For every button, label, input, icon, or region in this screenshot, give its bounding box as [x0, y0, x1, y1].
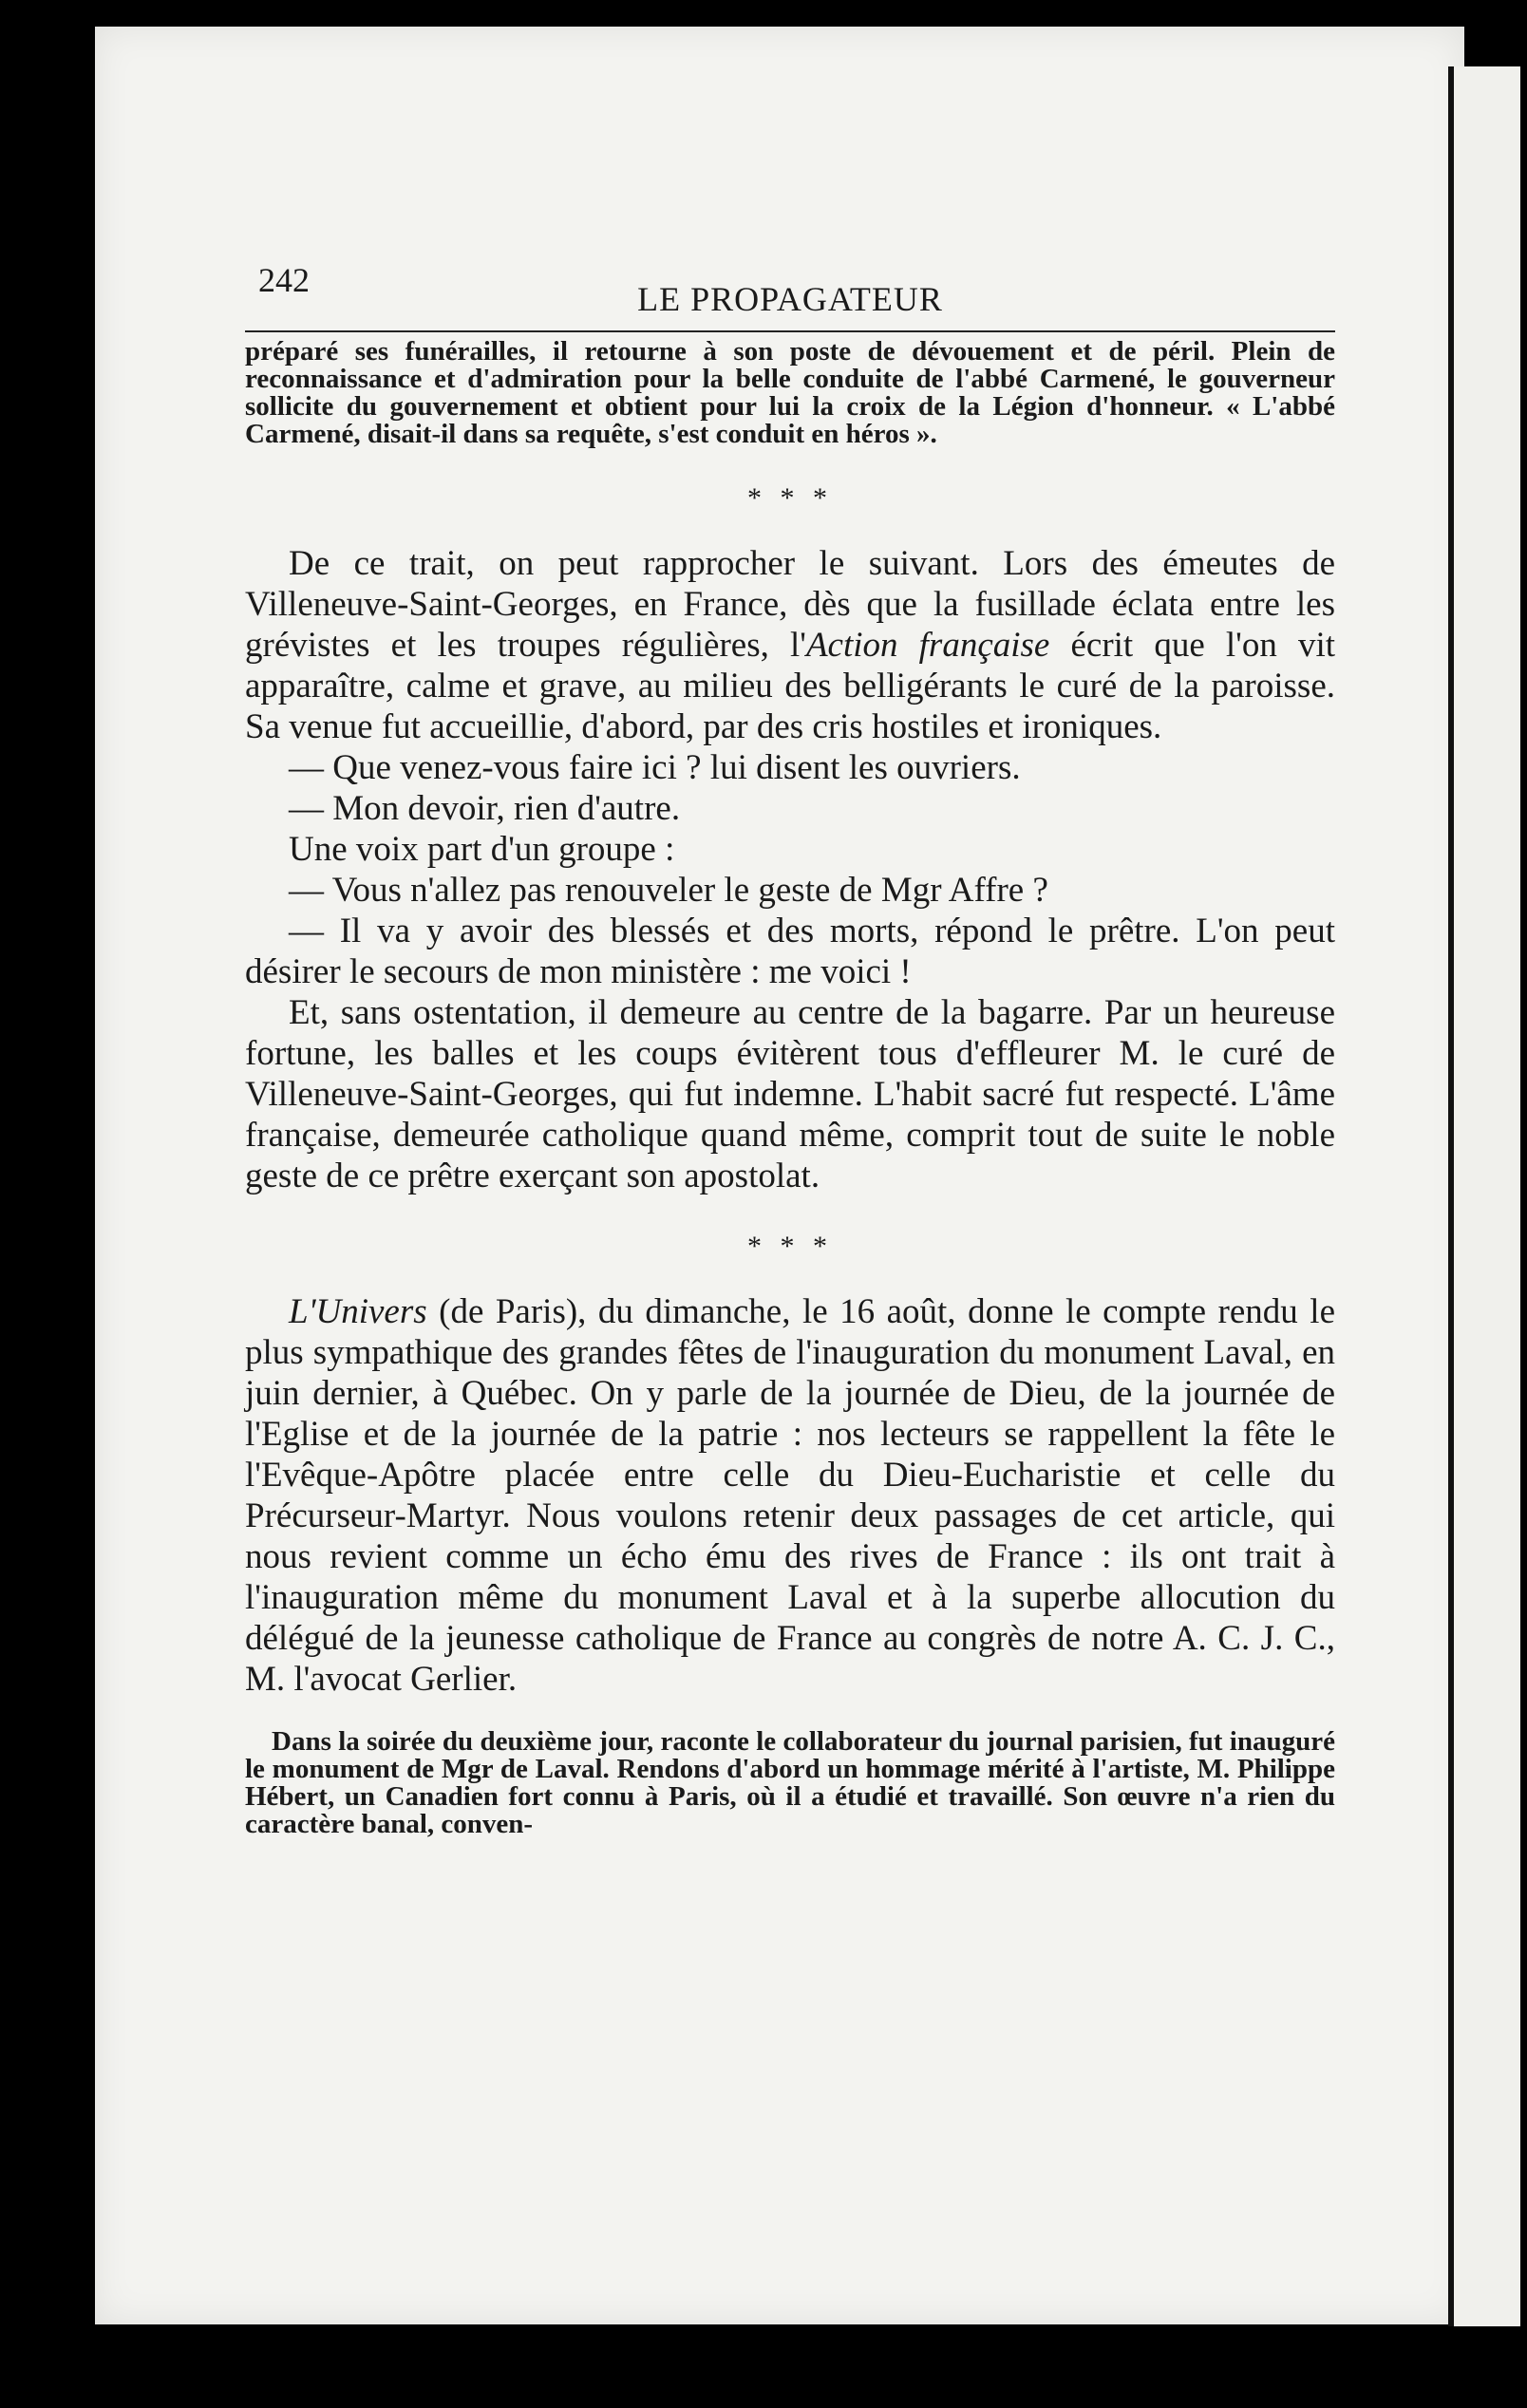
text-run: De ce trait, on peut rapprocher le suivant. Lors des émeutes de Villeneuve-Saint-Georges, en France, dès que la fusillade éclata entre les grévistes et les troupes régulières, l'	[245, 544, 1335, 665]
opening-paragraph: préparé ses funérailles, il retourne à son poste de dévouement et de péril. Plein de reconnaissance et d'admiration pour la belle conduite de l'abbé Carmené, le gouverneur sollicite du gouvernement et obtient pour lui la croix de la Légion d'honneur. « L'abbé Carmené, disait-il dans sa requête, s'est conduit en héros ».	[245, 336, 1335, 449]
dialogue-line: — Mon devoir, rien d'autre.	[289, 789, 681, 828]
running-title: LE PROPAGATEUR	[637, 280, 943, 318]
page-content	[245, 256, 1335, 1866]
text-run: (de Paris), du dimanche, le 16 août, donne le compte rendu le plus sympathique des grandes fêtes de l'inauguration du monument Laval, en juin dernier, à Québec. On y parle de la journée de Dieu, de la journée de l'Eglise et de la journée de la patrie : nos lecteurs se rappellent la fête le l'Evêque-Apôtre placée entre celle du Dieu-Eucharistie et celle du Précurseur-Martyr. Nous voulons retenir deux passages de cet article, qui nous revient comme un écho ému des rives de France : ils ont trait à l'inauguration même du monument Laval et à la superbe allocution du délégué de la jeunesse catholique de France au congrès de notre A. C. J. C., M. l'avocat Gerlier.	[245, 1292, 1335, 1699]
page-number: 242	[258, 261, 310, 299]
dialogue-line: — Que venez-vous faire ici ? lui disent les ouvriers.	[289, 748, 1021, 787]
section-separator: * * *	[747, 482, 833, 514]
adjacent-page-edge	[1448, 66, 1520, 2326]
section-1-paragraph-1	[245, 543, 1335, 747]
italic-title: L'Univers	[289, 1292, 427, 1331]
italic-title: Action française	[805, 626, 1050, 665]
quoted-passage: Dans la soirée du deuxième jour, raconte le collaborateur du journal parisien, fut inauguré le monument de Mgr de Laval. Rendons d'abord un hommage mérité à l'artiste, M. Philippe Hébert, un Canadien fort connu à Paris, où il a étudié et travaillé. Son œuvre n'a rien du caractère banal, conven-	[245, 1726, 1335, 1839]
section-separator: * * *	[747, 1231, 833, 1262]
header-rule	[245, 330, 1335, 332]
text-run: écrit que l'on vit apparaître, calme et grave, au milieu des belligérants le curé de la paroisse. Sa venue fut accueillie, d'abord, par des cris hostiles et ironiques.	[245, 626, 1336, 746]
dialogue-line: Une voix part d'un groupe :	[289, 830, 675, 869]
section-2-paragraph-1	[245, 1291, 1335, 1700]
dialogue-line: — Il va y avoir des blessés et des morts, répond le prêtre. L'on peut désirer le secours de mon ministère : me voici !	[245, 912, 1335, 991]
running-header	[245, 256, 1335, 318]
section-1-paragraph-2: Et, sans ostentation, il demeure au centre de la bagarre. Par un heureuse fortune, les balles et les coups évitèrent tous d'effleurer M. le curé de Villeneuve-Saint-Georges, qui fut indemne. L'habit sacré fut respecté. L'âme française, demeurée catholique quand même, comprit tout de suite le noble geste de ce prêtre exerçant son apostolat.	[245, 993, 1335, 1195]
dialogue-line: — Vous n'allez pas renouveler le geste de Mgr Affre ?	[289, 871, 1048, 910]
